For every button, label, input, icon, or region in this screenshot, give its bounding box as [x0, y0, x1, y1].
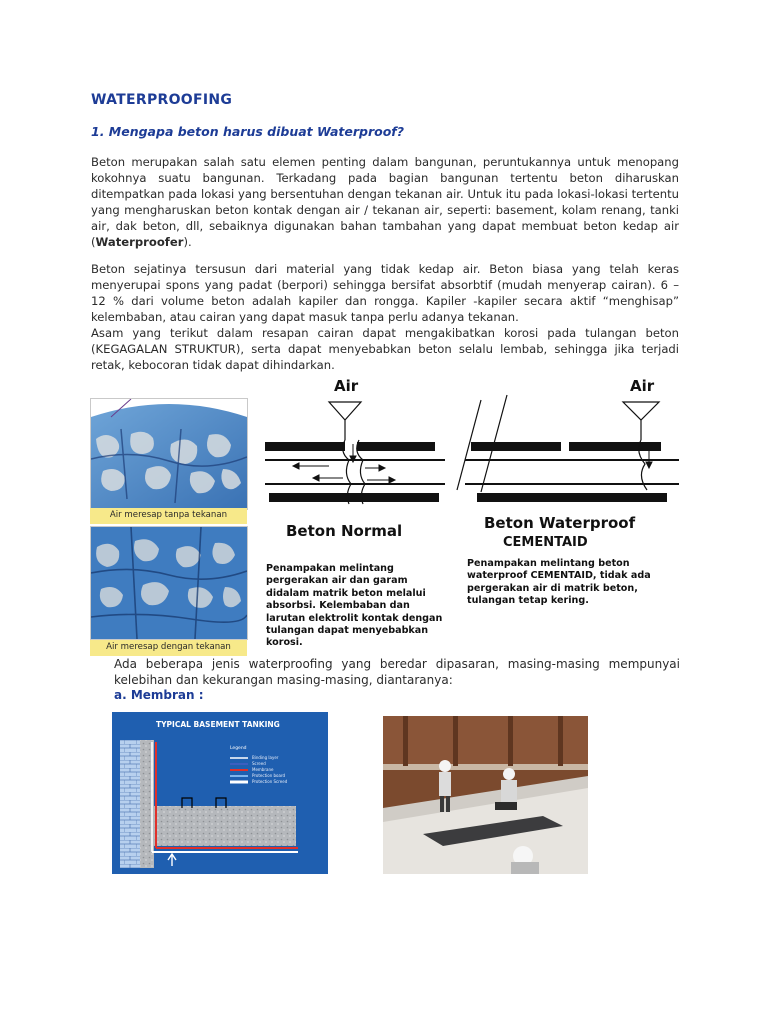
tanking-legend-item: Binding layer	[252, 755, 279, 760]
paragraph-2	[91, 261, 679, 373]
page-heading: WATERPROOFING	[91, 92, 233, 108]
basement-tanking-diagram	[112, 712, 328, 874]
tanking-legend-item: Protection Screed	[252, 779, 288, 784]
waterproofer-term: Waterproofer	[95, 235, 184, 249]
tanking-title: TYPICAL BASEMENT TANKING	[156, 720, 280, 729]
paragraph-1-text: Beton merupakan salah satu elemen penting dalam bangunan, peruntukannya untuk menopang kokohnya suatu bangunan. Terkadang pada bagian bangunan tertentu beton diharuskan ditempatkan pada lokasi yang bersentuhan dengan tekanan air. Untuk itu pada lokasi-lokasi tertentu yang mengharuskan beton kontak dengan air / tekanan air, seperti: basement, kolam renang, tanki air, dak beton, dll, sebaiknya digunakan bahan tambahan yang dapat membuat beton kedap air (	[91, 155, 679, 249]
membran-heading: a. Membran :	[114, 688, 204, 702]
tanking-legend-item: Membrane	[252, 767, 274, 772]
tanking-legend-title: Legend	[230, 746, 247, 751]
paragraph-3: Ada beberapa jenis waterproofing yang beredar dipasaran, masing-masing mempunyai kelebihan dan kekurangan masing-masing, diantaranya:	[114, 657, 680, 687]
paragraph-2-text: Beton sejatinya tersusun dari material yang tidak kedap air. Beton biasa yang telah keras menyerupai spons yang padat (berpori) sehingga bersifat absorbtif (mudah menyerap cairan). 6 – 12 % dari volume beton adalah kapiler dan rongga. Kapiler -kapiler secara aktif “menghisap” kelembaban, atau cairan yang dapat masuk tanpa perlu adanya tekanan.	[91, 262, 679, 324]
tanking-legend-item: Screed	[252, 761, 266, 766]
beton-normal-title: Beton Normal	[286, 522, 403, 540]
paragraph-1-end: ).	[183, 235, 192, 249]
question-heading: 1. Mengapa beton harus dibuat Waterproof?	[91, 124, 404, 139]
beton-waterproof-description: Penampakan melintang beton waterproof CEMENTAID, tidak ada pergerakan air di matrik beton, tulangan tetap kering.	[467, 558, 651, 607]
paragraph-1	[91, 154, 679, 250]
cementaid-title: CEMENTAID	[503, 535, 588, 550]
waterproof-figure	[89, 377, 681, 652]
micrograph-no-pressure	[90, 398, 248, 510]
air-label-right: Air	[630, 377, 655, 395]
beton-waterproof-title: Beton Waterproof	[484, 514, 636, 532]
beton-normal-description: Penampakan melintang pergerakan air dan garam didalam matrik beton melalui absorbsi. Kelembaban dan larutan elektrolit kontak dengan tulangan dapat menyebabkan korosi.	[266, 563, 443, 649]
micrograph-with-pressure	[90, 526, 248, 640]
membrane-installation-photo	[383, 716, 588, 874]
paragraph-2b-text: Asam yang terikut dalam resapan cairan dapat mengakibatkan korosi pada tulangan beton (KEGAGALAN STRUKTUR), serta dapat menyebabkan beton selalu lembab, sehingga jika terjadi retak, kebocoran tidak dapat dihindarkan.	[91, 326, 679, 372]
caption-with-pressure: Air meresap dengan tekanan	[90, 640, 247, 656]
caption-no-pressure: Air meresap tanpa tekanan	[90, 508, 247, 524]
air-label-left: Air	[334, 377, 359, 395]
tanking-legend-item: Protection board	[252, 773, 286, 778]
